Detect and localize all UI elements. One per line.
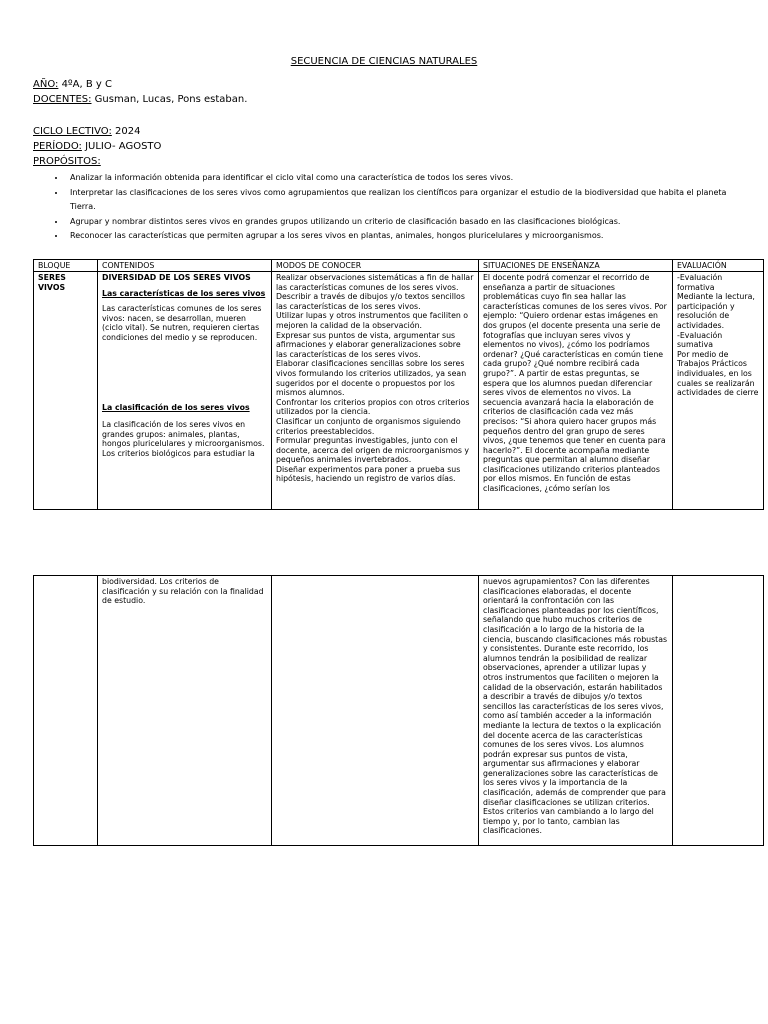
- contenidos-paragraph-2: La clasificación de los seres vivos en grandes grupos: animales, plantas, hongos pluricelulares y microorganismos. Los criterios biológicos para estudiar la: [102, 420, 265, 458]
- sequence-table-page2: [33, 575, 764, 846]
- contenidos-subheading-1: Las características de los seres vivos: [102, 288, 266, 298]
- docentes-line: [33, 94, 247, 105]
- proposito-item: • Reconocer las características que permiten agrupar a los seres vivos en plantas, animales, hongos pluricelulares y microorganismos.: [66, 229, 746, 244]
- bloque-cell-cont: [34, 576, 98, 846]
- document-title: SECUENCIA DE CIENCIAS NATURALES: [290, 56, 478, 67]
- header-bloque: BLOQUE: [34, 260, 98, 272]
- periodo-line: [33, 141, 161, 152]
- modos-cell-cont: [272, 576, 479, 846]
- docentes-label: DOCENTES:: [33, 94, 92, 105]
- docentes-value: Gusman, Lucas, Pons estaban.: [91, 94, 248, 105]
- contenidos-cell-cont: biodiversidad. Los criterios de clasificación y su relación con la finalidad de estudio.: [98, 576, 272, 846]
- contenidos-paragraph-1: Las características comunes de los seres vivos: nacen, se desarrollan, mueren (ciclo vital). Se nutren, requieren ciertas condiciones del medio y se reproducen.: [102, 304, 262, 342]
- contenidos-cell: [98, 272, 272, 510]
- ciclo-line: [33, 126, 140, 137]
- modos-cell: Realizar observaciones sistemáticas a fin de hallar las características comunes de los seres vivos. Describir a través de dibujos y/o textos sencillos las características de los seres vivos. Utilizar lupas y otros instrumentos que faciliten o mejoren la calidad de la observación. Expresar sus puntos de vista, argumentar sus afirmaciones y elaborar generalizaciones sobre las características de los seres vivos. Elaborar clasificaciones sencillas sobre los seres vivos formulando los criterios utilizados, ya sean sugeridos por el docente o propuestos por los mismos alumnos. Confrontar los criterios propios con otros criterios utilizados por la ciencia. Clasificar un conjunto de organismos siguiendo criterios preestablecidos. Formular preguntas investigables, junto con el docente, acerca del origen de microorganismos y pequeños animales invertebrados. Diseñar experimentos para poner a prueba sus hipótesis, haciendo un registro de varios días.: [272, 272, 479, 510]
- proposito-item: • Interpretar las clasificaciones de los seres vivos como agrupamientos que realizan los científicos para organizar el estudio de la biodiversidad que habita el planeta Tierra.: [66, 186, 746, 215]
- situaciones-cell-cont: nuevos agrupamientos? Con las diferentes clasificaciones elaboradas, el docente orientará la confrontación con las clasificaciones planteadas por los científicos, señalando que hubo muchos criterios de clasificación a lo largo de la historia de la ciencia, buscando clasificaciones más robustas y consistentes. Durante este recorrido, los alumnos tendrán la posibilidad de realizar observaciones, aprender a utilizar lupas y otros instrumentos que faciliten o mejoren la calidad de la observación, estarán habilitados a describir a través de dibujos y/o textos sencillos las características de los seres vivos, como así también acceder a la información mediante la lectura de textos o la explicación del docente acerca de las características comunes de los seres vivos. Los alumnos podrán expresar sus puntos de vista, argumentar sus afirmaciones y elaborar generalizaciones sobre las características de los seres vivos y la importancia de la clasificación, además de comprender que para diseñar clasificaciones se utilizan criterios. Estos criterios van cambiando a lo largo del tiempo y, por lo tanto, cambian las clasificaciones.: [479, 576, 673, 846]
- header-contenidos: CONTENIDOS: [98, 260, 272, 272]
- anio-label: AÑO:: [33, 79, 59, 90]
- periodo-label: PERÍODO:: [33, 141, 82, 152]
- evaluacion-cell: -Evaluación formativa Mediante la lectura, participación y resolución de actividades. -Evaluación sumativa Por medio de Trabajos Prácticos individuales, en los cuales se realizarán actividades de cierre: [673, 272, 764, 510]
- contenidos-subheading-2: La clasificación de los seres vivos: [102, 402, 250, 412]
- proposito-item: • Agrupar y nombrar distintos seres vivos en grandes grupos utilizando un criterio de clasificación basado en las clasificaciones biológicas.: [66, 215, 746, 230]
- header-modos: MODOS DE CONOCER: [272, 260, 479, 272]
- table-header-row: [34, 260, 764, 272]
- bloque-text: SERES VIVOS: [38, 273, 66, 292]
- sequence-table-page1: [33, 259, 764, 510]
- proposito-item: • Analizar la información obtenida para identificar el ciclo vital como una característica de todos los seres vivos.: [66, 171, 746, 186]
- ciclo-value: 2024: [111, 126, 141, 137]
- anio-line: [33, 79, 112, 90]
- periodo-value: JULIO- AGOSTO: [81, 141, 162, 152]
- propositos-label: PROPÓSITOS:: [33, 156, 101, 167]
- anio-value: 4ºA, B y C: [58, 79, 112, 90]
- bloque-cell: [34, 272, 98, 510]
- table-row: [34, 576, 764, 846]
- table-row: [34, 272, 764, 510]
- evaluacion-cell-cont: [673, 576, 764, 846]
- header-evaluacion: EVALUACIÓN: [673, 260, 764, 272]
- contenidos-heading: DIVERSIDAD DE LOS SERES VIVOS: [102, 273, 251, 282]
- ciclo-label: CICLO LECTIVO:: [33, 126, 112, 137]
- header-situaciones: SITUACIONES DE ENSEÑANZA: [479, 260, 673, 272]
- situaciones-cell: El docente podrá comenzar el recorrido de enseñanza a partir de situaciones problemáticas cuyo fin sea hallar las características comunes de los seres vivos. Por ejemplo: “Quiero ordenar estas imágenes en dos grupos (el docente presenta una serie de fotografías que incluyan seres vivos y elementos no vivos), ¿cómo los podríamos ordenar? ¿Qué características en común tiene cada grupo? ¿Qué nombre recibirá cada grupo?”. A partir de estas preguntas, se espera que los alumnos puedan diferenciar seres vivos de elementos no vivos. La secuencia avanzará hacia la elaboración de criterios de clasificación cada vez más precisos: “Si ahora quiero hacer grupos más pequeños dentro del gran grupo de seres vivos, ¿que tenemos que tener en cuenta para hacerlo?”. El docente acompaña mediante preguntas que permitan al alumno diseñar clasificaciones utilizando criterios planteados por ellos mismos. En función de estas clasificaciones, ¿cómo serían los: [479, 272, 673, 510]
- propositos-list: [48, 171, 746, 244]
- propositos-line: [33, 156, 101, 167]
